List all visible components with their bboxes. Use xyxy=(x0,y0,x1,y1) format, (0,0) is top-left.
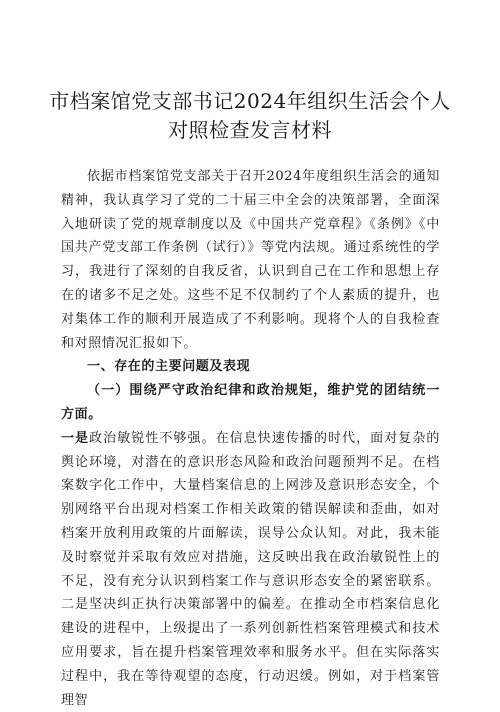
document-title xyxy=(0,87,500,145)
title-line-1: 市档案馆党支部书记2024年组织生活会个人 xyxy=(49,89,451,113)
point-1-lead: 一是 xyxy=(61,430,90,446)
point-1-text: 政治敏锐性不够强。在信息快速传播的时代，面对复杂的舆论环境，对潜在的意识形态风险和政治问题预判不足。在档案数字化工作中，大量档案信息的上网涉及意识形态安全，个别网络平台出现对档案工作相关政策的错误解读和歪曲，如对档案开放利用政策的片面解读，误导公众认知。对此，我未能及时察觉并采取有效应对措施，这反映出我在政治敏锐性上的不足，没有充分认识到档案工作与意识形态安全的紧密联系。二是坚决纠正执行决策部署中的偏差。在推动全市档案信息化建设的进程中，上级提出了一系列创新性档案管理模式和技术应用要求，旨在提升档案管理效率和服务水平。但在实际落实过程中，我在等待观望的态度，行动迟缓。例如，对于档案管理智 xyxy=(61,430,440,708)
title-line-2: 对照检查发言材料 xyxy=(168,118,332,142)
point-1-paragraph xyxy=(61,427,440,712)
section-heading-1: 一、存在的主要问题及表现 xyxy=(87,359,251,375)
document-body xyxy=(61,165,440,712)
subsection-heading-1: （一）围绕严守政治纪律和政治规矩，维护党的团结统一方面。 xyxy=(61,383,440,422)
intro-paragraph: 依据市档案馆党支部关于召开2024年度组织生活会的通知精神，我认真学习了党的二十届三中全会的决策部署，全面深入地研读了党的规章制度以及《中国共产党章程》《条例》《中国共产党支部工作条例（试行）》等党内法规。通过系统性的学习，我进行了深刻的自我反省，认识到自己在工作和思想上存在的诸多不足之处。这些不足不仅制约了个人素质的提升，也对集体工作的顺利开展造成了不利影响。现将个人的自我检查和对照情况汇报如下。 xyxy=(61,169,440,351)
